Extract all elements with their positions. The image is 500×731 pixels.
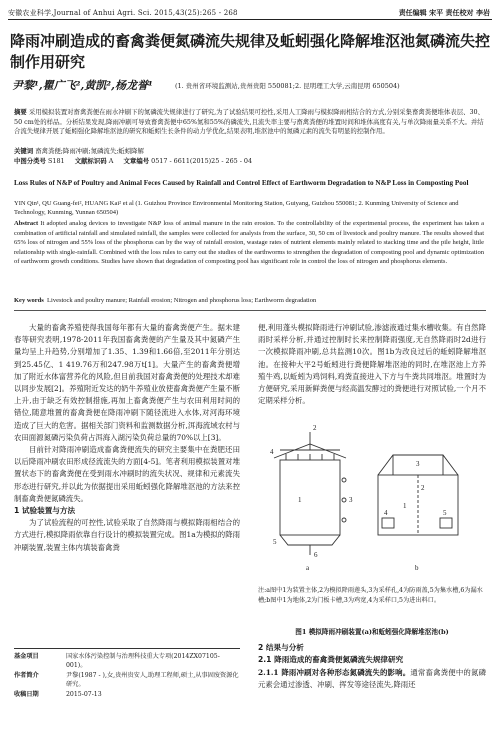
body-paragraph xyxy=(258,667,486,692)
received-date: 2015-07-13 xyxy=(66,690,102,698)
fig-b-part-2: 2 xyxy=(421,484,425,492)
collect-tank xyxy=(280,535,340,545)
body-text: 通常畜禽粪便中的氮磷元素会通过渗透、冲刷、挥发等途径流失,降雨还 xyxy=(258,667,486,690)
en-abstract-text: It adopted analog devices to investigate N&P loss of animal manure in the rain erosion. To the controllability of the experimental process, the experiment has taken a combination of artificial rainfall and simulated rainfall, the samples were collected for analysis from the surface, 30, 50 cm of livestock and poultry manure. The results showed that 65% loss of nitrogen and 55% loss of the phosphorus can by the way of rainfall erosion, wastage rates of nutrient elements mainly related to stacking time and the pile height, little relationship with single-rainfall. Combined with the loss rules to carry out the studies of the earthworms to strengthen the degradation of composting pool and dynamic optimization of earthworm growth conditions. Studies have shown that degradation of composting pool has significant role in control the loss of nitrogen and phosphorus elements. xyxy=(14,220,484,265)
feed-port xyxy=(440,518,452,528)
abstract-divider xyxy=(14,310,486,311)
en-authors: YIN Qin¹, QU Guang-fei², HUANG Kai² et al (1. Guizhou Province Environmental Monitoring Station, Guiyang, Guizhou 550081; 2. Kunming University of Science and Technology, Kunming, Yunnan 650504) xyxy=(14,200,459,216)
doc-code-label: 文献标识码 xyxy=(74,157,107,165)
en-abstract xyxy=(14,219,484,267)
fig-a-label: a xyxy=(306,564,310,572)
figure-1-diagram xyxy=(268,420,468,575)
figure-title: 图1 模拟降雨冲刷装置(a)和蚯蚓强化降解堆沤池(b) xyxy=(295,628,449,636)
cn-keywords-text: 畜禽粪便;降雨冲刷;氮磷流失;蚯蚓降解 xyxy=(35,147,144,155)
footnote xyxy=(14,652,240,699)
journal-header: 安徽农业科学,Journal of Anhui Agri. Sci. 2015,43(25):265 - 268 xyxy=(8,9,238,17)
subsubsection-heading: 2.1.1 降雨冲刷对各种形态氮磷流失的影响。 xyxy=(258,667,411,677)
body-paragraph: 目前针对降雨冲刷造成畜禽粪便流失的研究主要集中在粪肥还田以后降雨冲刷农田形成径流流失的方面[4-5]。笔者利用模拟装置对堆置状态下的畜禽粪便在受到雨水冲刷时的流失状况、规律和元素流失形态进行研究,并以此为依据提出采用蚯蚓强化降解堆沤池的方法来控制畜禽粪便氮磷流失。 xyxy=(14,445,240,503)
article-id-label: 文章编号 xyxy=(123,157,150,165)
sample-hole xyxy=(342,518,346,522)
fig-a-part-6: 6 xyxy=(314,551,318,559)
device-body xyxy=(280,460,340,535)
body-paragraph: 便,利用蓬头模拟降雨进行冲刷试验,渗滤液通过集水槽收集。有自然降雨时采样分析,并通过控制时长来控制降雨强度,无自然降雨时2d进行一次模拟降雨冲刷,总共监测10次。图1b为改良过后的蚯蚓降解堆沤池。在接种大平2号蚯蚓进行粪便降解堆沤池的同时,在堆沤池上方养殖牛鸡,以蚯蚓为鸡饲料,鸡粪直接进入下方与牛粪共同堆沤。堆置时为方便研究,采用新鲜粪便与经高温发酵过的粪便进行对照试验,一个月不定期采样分析。 xyxy=(258,323,486,406)
fund-text: 国家水体污染控制与治理科技重大专项(2014ZX07105-001)。 xyxy=(66,653,220,670)
sample-hole xyxy=(342,478,346,482)
fig-a-part-2: 2 xyxy=(313,424,317,432)
paper-title: 降雨冲刷造成的畜禽粪便氮磷流失规律及蚯蚓强化降解堆沤池氮磷流失控制作用研究 xyxy=(10,32,491,71)
clc-label: 中图分类号 xyxy=(14,157,46,165)
en-keywords-label: Key words xyxy=(14,297,44,304)
editor-credits: 责任编辑 宋平 责任校对 李岩 xyxy=(398,8,490,17)
received-date-label: 收稿日期 xyxy=(14,690,39,698)
fig-b-part-3: 3 xyxy=(416,460,420,468)
fig-a-part-5: 5 xyxy=(273,538,277,546)
fig-a-part-3: 3 xyxy=(349,496,353,504)
body-paragraph: 大量的畜禽养殖使得我国每年都有大量的畜禽粪便产生。据未建春等研究表明,1978-2011年我国畜禽粪便的产生量及其中氮磷产生量均呈上升趋势,分别增加了1.35、1.39和1.66倍,至2011年分别达到25.45亿、1 419.76万和247.98万t[1]。大量产生的畜禽粪便增加了附近水体富营养化的风险,但目前我国对畜禽粪便的处理技术却难以同步发展[2]。养殖附近发达的奶牛养殖业放使畜禽粪便产生量不断上升,由于缺乏有效控制措施,再加上畜禽粪便产生与农田利用时间的错位,随意堆置的畜禽粪便在降雨冲刷下随径流进入水体,对河海环境造成了巨大的危害。据相关部门资料和监测数据分析,洱海流域农村与农田面源氮磷污染负荷占洱海入湖污染负荷总量的70%以上[3]。 xyxy=(14,323,240,442)
results-section xyxy=(258,642,486,692)
left-column xyxy=(14,322,240,554)
article-id-value: 0517 - 6611(2015)25 - 265 - 04 xyxy=(151,157,253,165)
author-bio-text: 尹黎(1987 - ),女,贵州贵安人,助理工程师,硕士,从事固废资源化研究。 xyxy=(66,671,239,689)
clc-value: S181 xyxy=(48,157,65,165)
cn-keywords xyxy=(14,147,484,156)
fig-b-part-4: 4 xyxy=(384,509,388,517)
doc-code-value: A xyxy=(108,157,114,165)
sampling-port xyxy=(382,518,394,528)
section-heading: 1 试验装置与方法 xyxy=(14,506,76,516)
cn-keywords-label: 关键词 xyxy=(14,147,34,155)
fig-b-part-5: 5 xyxy=(443,509,447,517)
subsection-heading: 2.1 降雨造成的畜禽粪便氮磷流失规律研究 xyxy=(258,655,404,665)
en-keywords-text: Livestock and poultry manure; Rainfall erosion; Nitrogen and phosphorus loss; Earthworm degradation xyxy=(47,297,317,304)
header-divider xyxy=(8,19,492,20)
cn-abstract-text: 采用模拟装置对畜禽粪便在雨水冲刷下的氮磷流失规律进行了研究,为了试验结果可控性,采用人工降雨与模拟降雨相结合的方式,分别采集畜禽粪便堆体表层、30、50 cm处的样品。分析结果发现,降雨冲刷可导致畜禽粪便中65%氮和55%的磷流失,且流失率主要与畜禽粪便的堆置时间和堆体高度有关,与单次降雨量关系不大。并结合流失规律开展了蚯蚓强化降解堆沤池的研究和蚯蚓生长条件的动力学优化,结果表明,堆沤池中的氮磷元素的流失有明显的控制作用。 xyxy=(14,108,485,136)
en-title: Loss Rules of N&P of Poultry and Animal Feces Caused by Rainfall and Control Effect of Earthworm Degradation to N&P Loss in Composting Pool xyxy=(14,179,469,187)
fig-b-label: b xyxy=(415,564,419,572)
figure-note: 注:a图中1为装置主体,2为模拟降雨莲头,3为采样孔,4为防雨盖,5为集水槽,6为漏水槽;b图中1为地体,2为门板卡槽,3为鸡宽,4为采样口,5为进出料口。 xyxy=(258,587,483,604)
cn-abstract-label: 摘要 xyxy=(14,108,27,116)
affiliation: (1. 贵州省环境监测站,贵州贵阳 550081;2. 昆明理工大学,云南昆明 650504) xyxy=(175,82,400,90)
en-abstract-label: Abstract xyxy=(14,220,39,227)
fig-b-part-1: 1 xyxy=(403,502,407,510)
fig-a-part-4: 4 xyxy=(270,448,274,456)
fig-a-part-1: 1 xyxy=(298,496,302,504)
sample-hole xyxy=(342,498,346,502)
author-bio-label: 作者简介 xyxy=(14,671,39,679)
right-column xyxy=(258,322,486,407)
authors: 尹黎¹,瞿广飞²,黄凯²,杨龙誉¹ xyxy=(12,79,153,92)
cn-abstract xyxy=(14,108,484,137)
body-paragraph: 为了试验流程的可控性,试验采取了自然降雨与模拟降雨相结合的方式进行,模拟降雨依靠自行设计的模拟装置完成。图1a为模拟的降雨冲刷装置,装置主体内填装畜禽粪 xyxy=(14,518,240,552)
fund-label: 基金项目 xyxy=(14,653,39,660)
section-heading: 2 结果与分析 xyxy=(258,643,304,652)
classification-line xyxy=(14,157,484,166)
footnote-divider xyxy=(14,648,240,649)
en-keywords xyxy=(14,296,484,305)
